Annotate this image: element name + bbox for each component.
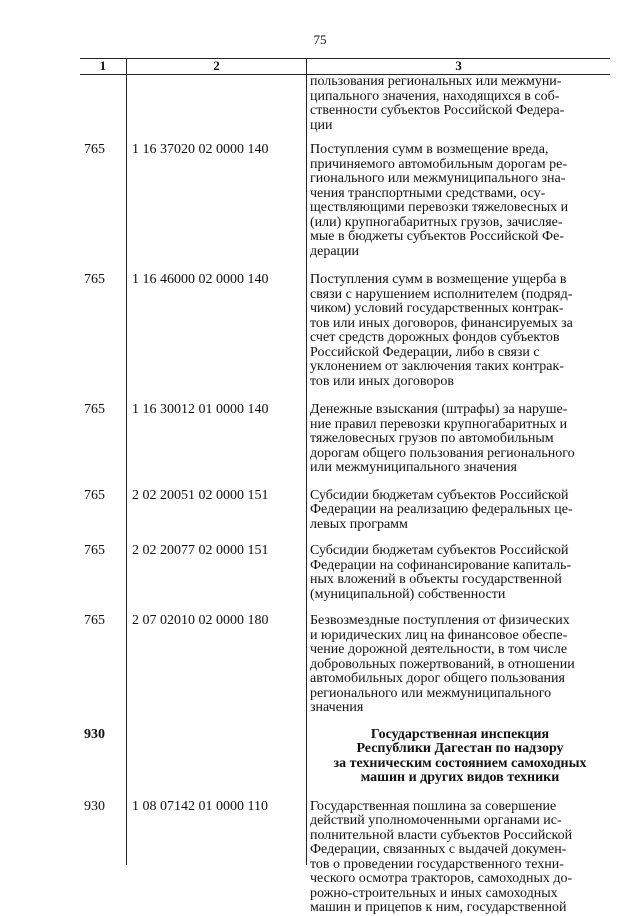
description-line: (или) крупногабаритных грузов, зачисляе- <box>310 214 563 230</box>
description-line: уклонением от заключения таких контрак- <box>310 359 564 374</box>
table-header <box>80 58 610 75</box>
description-line: (муниципальной) собственности <box>310 586 506 602</box>
table-row <box>80 403 610 476</box>
description-line: причиняемого автомобильным дорогам ре- <box>310 156 567 172</box>
description-cell <box>306 800 610 916</box>
description-line: ние правил перевозки крупногабаритных и <box>310 416 568 432</box>
table-row <box>80 489 610 533</box>
description-line: ществляющими перевозки тяжеловесных и <box>310 200 569 215</box>
description-line: дерации <box>310 243 360 259</box>
description-cell <box>306 403 610 476</box>
description-line: рожно-строительных и иных самоходных <box>310 885 558 901</box>
description-cell <box>306 544 610 602</box>
department-code: 765 <box>84 402 105 417</box>
description-line: значения <box>310 700 364 715</box>
budget-classification-code: 2 02 20051 02 0000 151 <box>132 487 269 503</box>
description-cell <box>306 143 610 259</box>
budget-classification-code: 1 16 30012 01 0000 140 <box>132 402 269 417</box>
description-line: Российской Федерации, либо в связи с <box>310 344 540 360</box>
description-line: Государственная инспекция <box>370 726 550 742</box>
description-line: мые в бюджеты субъектов Российской Фе- <box>310 229 564 244</box>
department-code: 765 <box>84 272 105 287</box>
description-line: счет средств дорожных фондов субъектов <box>310 330 560 345</box>
description-line: регионального или межмуниципального <box>310 685 552 701</box>
description-cell <box>306 273 610 389</box>
description-line: Федерации на реализацию федеральных це- <box>310 502 573 517</box>
description-line: ческого осмотра тракторов, самоходных до- <box>310 871 573 886</box>
description-line: гионального или межмуниципального зна- <box>310 171 566 186</box>
department-code: 930 <box>84 726 105 742</box>
description-line: машин и других видов техники <box>360 770 560 785</box>
budget-classification-code: 1 16 46000 02 0000 140 <box>132 272 269 287</box>
department-code: 930 <box>84 798 105 814</box>
description-line: Государственная пошлина за совершение <box>310 798 557 814</box>
description-line: ных вложений в объекты государственной <box>310 572 562 587</box>
description-line: и юридических лиц на финансовое обеспе- <box>310 627 568 643</box>
description-line: действий уполномоченными органами ис- <box>310 813 562 828</box>
budget-classification-code <box>126 728 306 786</box>
description-cell <box>306 489 610 533</box>
revenue-codes-table <box>80 58 610 916</box>
column-divider <box>306 75 307 865</box>
description-line: Поступления сумм в возмещение ущерба в <box>310 272 567 287</box>
department-code: 765 <box>84 543 105 558</box>
description-line: Субсидии бюджетам субъектов Российской <box>310 543 569 558</box>
description-line: добровольных пожертвований, в отношении <box>310 656 575 672</box>
description-line: Федерации, связанных с выдачей докумен- <box>310 842 567 857</box>
column-divider <box>126 75 127 865</box>
description-line: Безвозмездные поступления от физических <box>310 613 570 628</box>
description-line: Федерации на софинансирование капиталь- <box>310 557 572 573</box>
description-line: левых программ <box>310 516 408 532</box>
department-code: 765 <box>84 487 105 503</box>
description-line: или межмуниципального значения <box>310 460 517 475</box>
description-line: чения транспортными средствами, осу- <box>310 185 546 201</box>
description-line: автомобильных дорог общего пользования <box>310 671 565 686</box>
table-row <box>80 75 610 133</box>
description-line: связи с нарушением исполнителем (подряд- <box>310 286 573 302</box>
description-line: за техническим состоянием самоходных <box>333 755 587 771</box>
table-row <box>80 544 610 602</box>
description-line: тяжеловесных грузов по автомобильным <box>310 431 554 446</box>
description-line: Поступления сумм в возмещение вреда, <box>310 142 549 157</box>
budget-classification-code: 2 02 20077 02 0000 151 <box>132 543 269 558</box>
description-line: чение дорожной деятельности, в том числе <box>310 642 568 657</box>
description-cell <box>306 614 610 716</box>
budget-classification-code: 1 16 37020 02 0000 140 <box>132 142 269 157</box>
page-number: 75 <box>313 32 327 47</box>
description-line: дорогам общего пользования регионального <box>310 445 575 461</box>
description-line: тов о проведении государственного техни- <box>310 856 564 872</box>
column-header-3: 3 <box>455 58 462 74</box>
table-row <box>80 273 610 389</box>
description-line: Субсидии бюджетам субъектов Российской <box>310 487 569 503</box>
department-code: 765 <box>84 613 105 628</box>
table-body <box>80 75 610 916</box>
column-header-1: 1 <box>99 58 107 74</box>
description-line: чиком) условий государственных контрак- <box>310 301 564 316</box>
table-row <box>80 728 610 786</box>
column-header-2: 2 <box>126 59 307 74</box>
table-row <box>80 143 610 259</box>
description-cell: пользования региональных или межмуни- ципального значения, находящихся в соб- ственности субъектов Российской Федера- ции <box>310 74 565 133</box>
table-row <box>80 614 610 716</box>
description-line: Республики Дагестан по надзору <box>356 741 564 756</box>
budget-classification-code: 1 08 07142 01 0000 110 <box>132 798 268 814</box>
description-line: Денежные взыскания (штрафы) за наруше- <box>310 402 568 417</box>
description-line: полнительной власти субъектов Российской <box>310 827 573 843</box>
description-cell <box>306 728 610 786</box>
department-code: 765 <box>84 142 105 157</box>
description-line: тов или иных договоров, финансируемых за <box>310 315 573 331</box>
table-row <box>80 800 610 916</box>
budget-classification-code: 2 07 02010 02 0000 180 <box>132 613 269 628</box>
description-line: тов или иных договоров <box>310 373 455 389</box>
description-line: машин и прицепов к ним, государственной <box>310 900 567 915</box>
